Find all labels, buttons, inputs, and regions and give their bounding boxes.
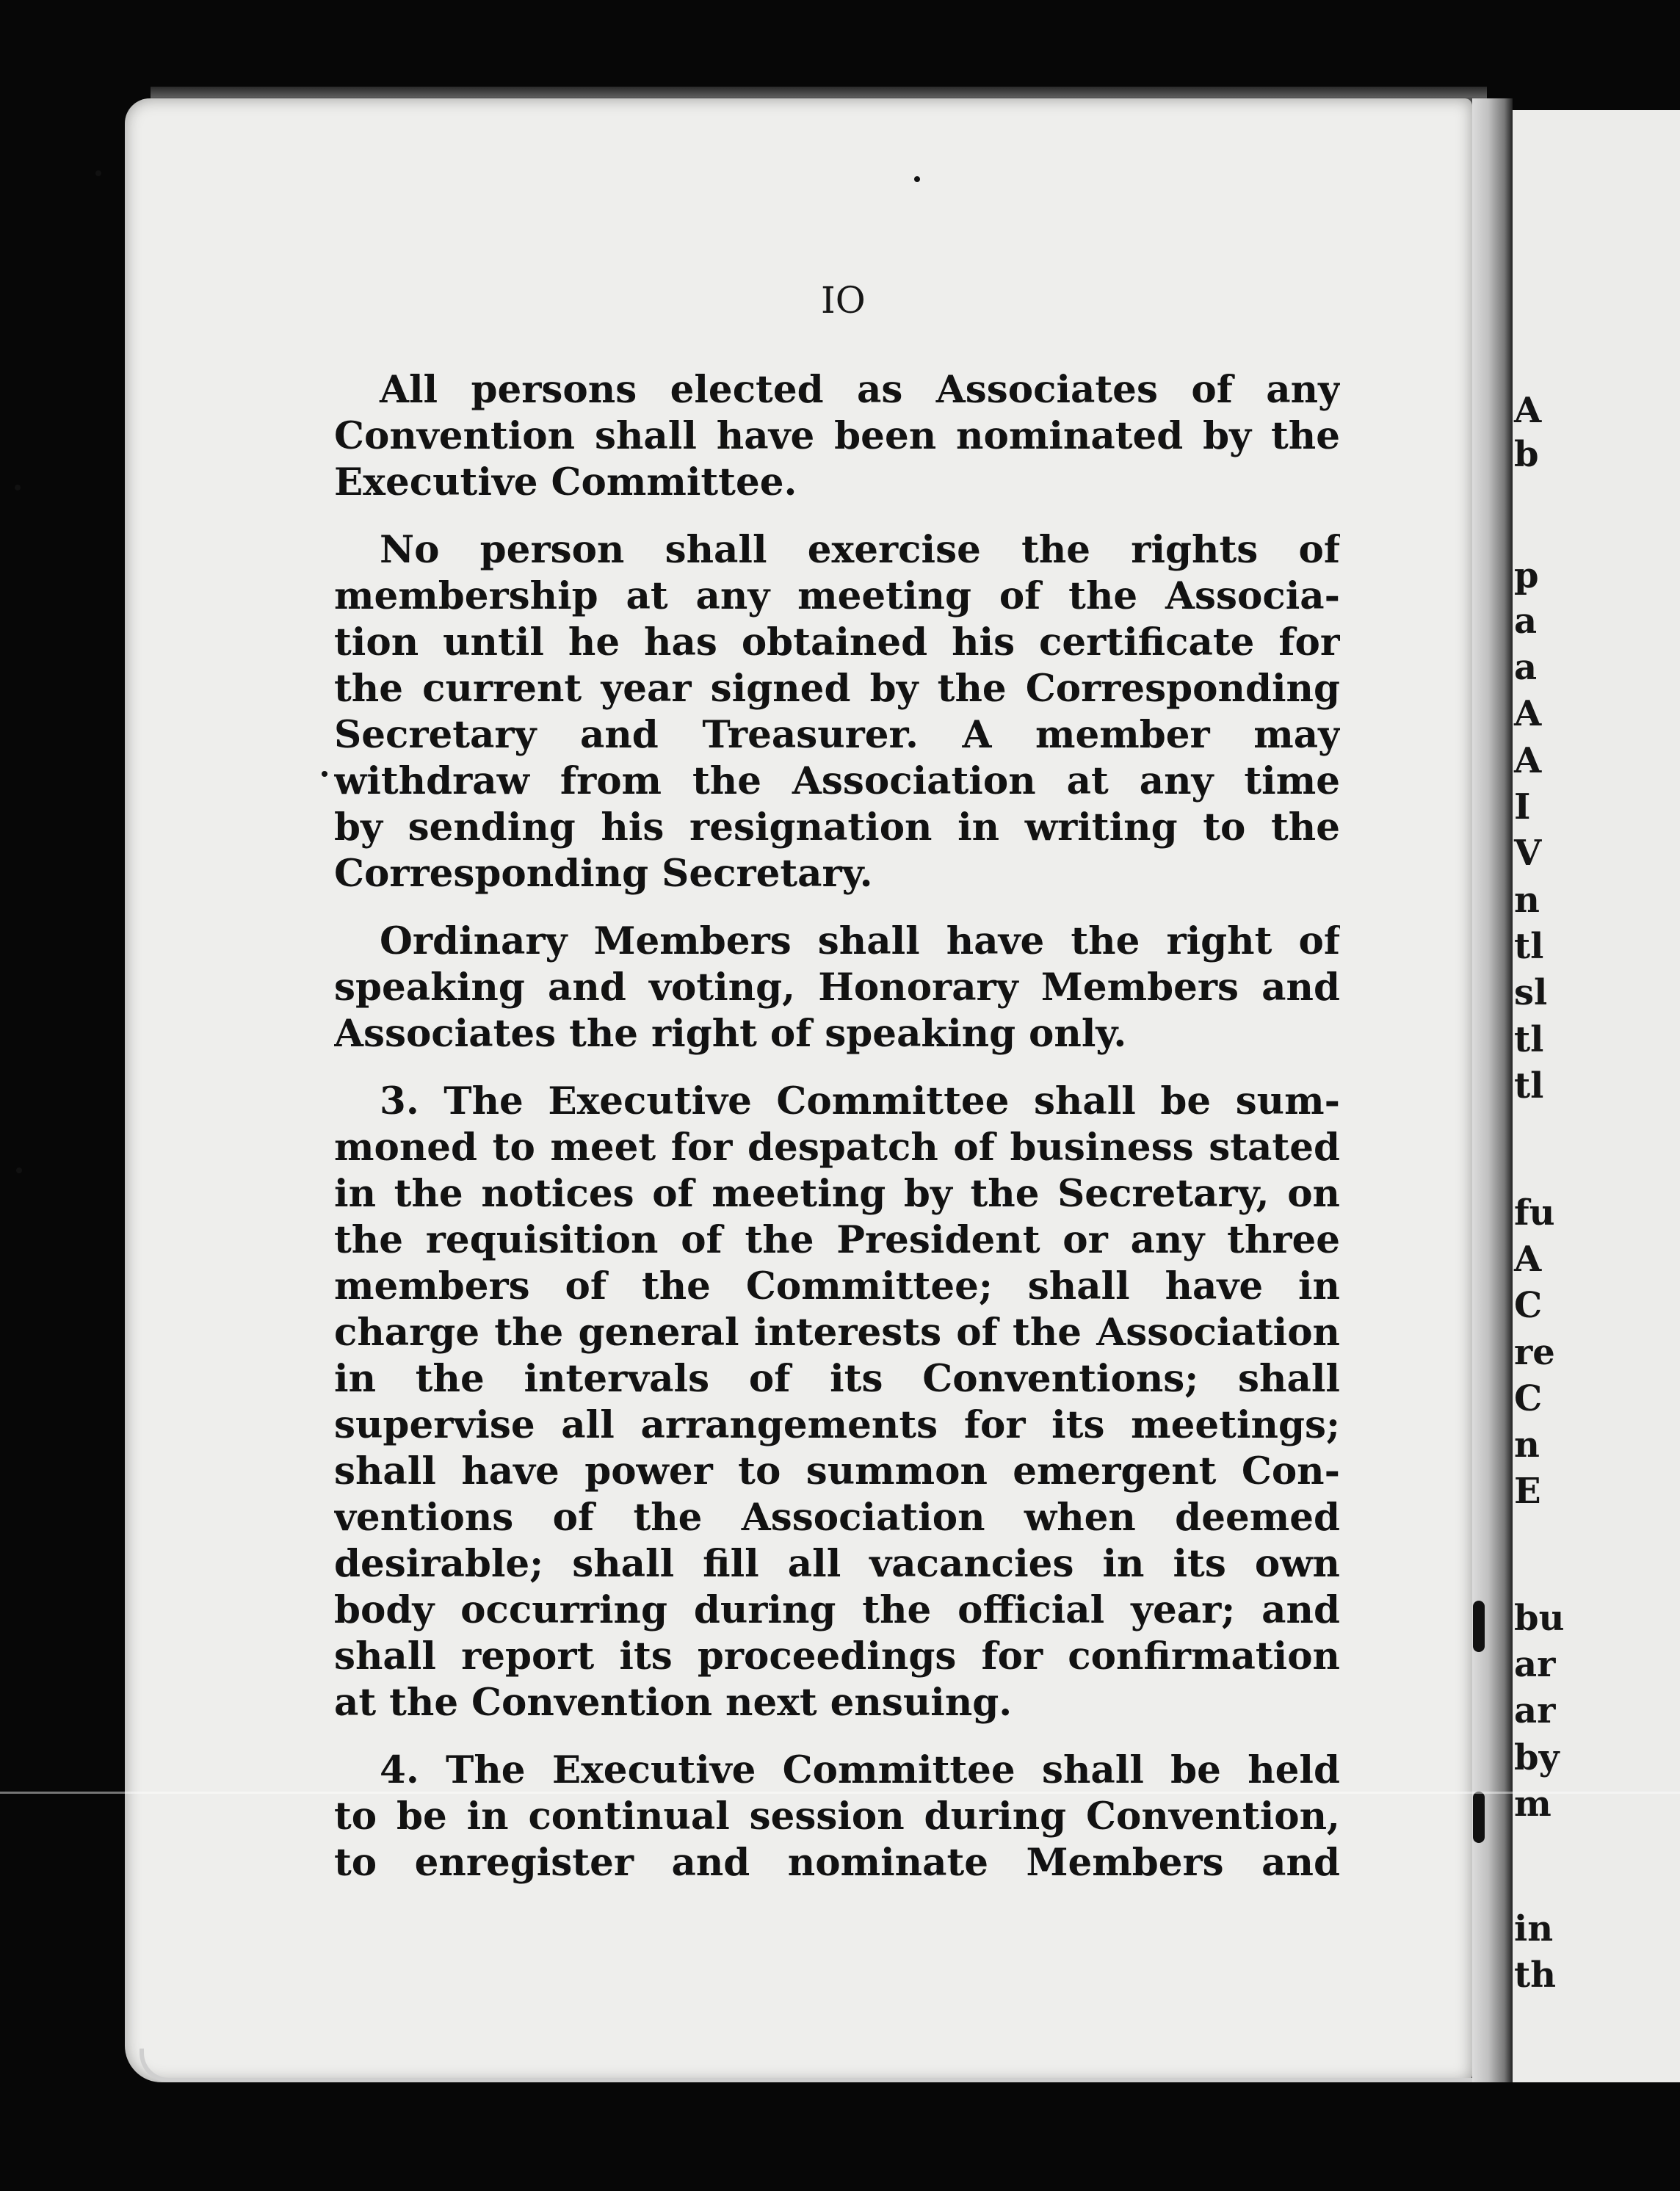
next-page-fragment: in: [1514, 1908, 1554, 1949]
page-bottom-edge: [140, 2049, 1477, 2082]
text-line: 4. The Executive Committee shall be held: [380, 1748, 1340, 1792]
paragraph-rights: [334, 919, 1340, 1057]
next-page-fragment: re: [1514, 1332, 1555, 1373]
next-page-fragment: by: [1514, 1737, 1560, 1778]
text-line: speaking and voting, Honorary Members and: [334, 966, 1340, 1010]
next-page-fragment: V: [1514, 833, 1542, 874]
next-page-fragment: n: [1514, 1424, 1540, 1466]
next-page-fragment: A: [1514, 693, 1542, 734]
next-page-fragment: A: [1514, 1239, 1542, 1280]
page-number: IO: [821, 279, 866, 322]
next-page-fragment: I: [1514, 786, 1531, 827]
text-line: shall have power to summon emergent Con-: [334, 1449, 1340, 1493]
next-page-fragment: th: [1514, 1955, 1557, 1996]
text-line: All persons elected as Associates of any: [380, 368, 1340, 412]
text-line: charge the general interests of the Association: [334, 1311, 1340, 1355]
next-page-fragment: E: [1514, 1471, 1541, 1512]
dust-speck: [914, 176, 920, 182]
paragraph-associates: [334, 367, 1340, 506]
text-line: No person shall exercise the rights of: [380, 528, 1340, 572]
dust-speck: [95, 170, 101, 176]
next-page-fragment: tl: [1514, 1019, 1544, 1060]
next-page-fragment: b: [1514, 434, 1539, 475]
text-line: Executive Committee.: [334, 460, 797, 504]
paragraph-section-3: [334, 1079, 1340, 1726]
next-page-fragment: m: [1514, 1783, 1552, 1825]
next-page-fragment: A: [1514, 390, 1542, 431]
text-line: body occurring during the official year; and: [334, 1588, 1340, 1632]
text-line: the current year signed by the Corresponding: [334, 667, 1340, 711]
next-page-fragment: a: [1514, 647, 1538, 688]
text-line: Corresponding Secretary.: [334, 852, 873, 896]
text-line: at the Convention next ensuing.: [334, 1681, 1013, 1725]
paragraph-membership: [334, 527, 1340, 897]
next-page-edge: [1513, 110, 1680, 2082]
text-line: membership at any meeting of the Associa-: [334, 574, 1340, 618]
next-page-fragment: p: [1514, 555, 1539, 596]
text-line: Associates the right of speaking only.: [334, 1012, 1127, 1056]
dust-speck: [16, 1167, 22, 1173]
text-line: Convention shall have been nominated by the: [334, 414, 1340, 458]
paragraph-section-4: [334, 1748, 1340, 1886]
text-line: members of the Committee; shall have in: [334, 1264, 1340, 1308]
next-page-fragment: bu: [1514, 1598, 1565, 1639]
spine-clip-mark: [1473, 1792, 1485, 1843]
next-page-fragment: C: [1514, 1378, 1543, 1419]
text-line: moned to meet for despatch of business stated: [334, 1126, 1340, 1170]
text-line: desirable; shall fill all vacancies in its own: [334, 1542, 1340, 1586]
book-gutter: [1472, 98, 1513, 2082]
dust-speck: [15, 485, 21, 490]
next-page-fragment: ar: [1514, 1644, 1556, 1685]
text-line: Ordinary Members shall have the right of: [380, 919, 1340, 963]
text-line: 3. The Executive Committee shall be sum-: [380, 1079, 1340, 1123]
next-page-fragment: C: [1514, 1285, 1543, 1326]
next-page-fragment: a: [1514, 601, 1538, 642]
text-line: ventions of the Association when deemed: [334, 1496, 1340, 1540]
text-line: in the notices of meeting by the Secretary, on: [334, 1172, 1340, 1216]
text-line: in the intervals of its Conventions; shall: [334, 1357, 1340, 1401]
text-line: withdraw from the Association at any time: [334, 759, 1340, 803]
text-line: by sending his resignation in writing to the: [334, 805, 1340, 850]
next-page-fragment: fu: [1514, 1192, 1555, 1234]
text-line: to enregister and nominate Members and: [334, 1841, 1340, 1885]
spine-clip-mark: [1473, 1601, 1485, 1652]
next-page-fragment: ar: [1514, 1690, 1556, 1731]
text-line: supervise all arrangements for its meetings;: [334, 1403, 1340, 1447]
text-line: the requisition of the President or any three: [334, 1218, 1340, 1262]
text-line: Secretary and Treasurer. A member may: [334, 713, 1340, 757]
next-page-fragment: n: [1514, 880, 1540, 921]
next-page-fragment: tl: [1514, 926, 1544, 967]
text-line: to be in continual session during Convention,: [334, 1795, 1340, 1839]
next-page-fragment: sl: [1514, 972, 1548, 1013]
text-line: shall report its proceedings for confirmation: [334, 1634, 1340, 1678]
body-text: [334, 367, 1340, 1908]
next-page-fragment: A: [1514, 740, 1542, 781]
dust-speck: [322, 771, 327, 777]
text-line: tion until he has obtained his certificate for: [334, 620, 1340, 664]
next-page-fragment: tl: [1514, 1065, 1544, 1107]
